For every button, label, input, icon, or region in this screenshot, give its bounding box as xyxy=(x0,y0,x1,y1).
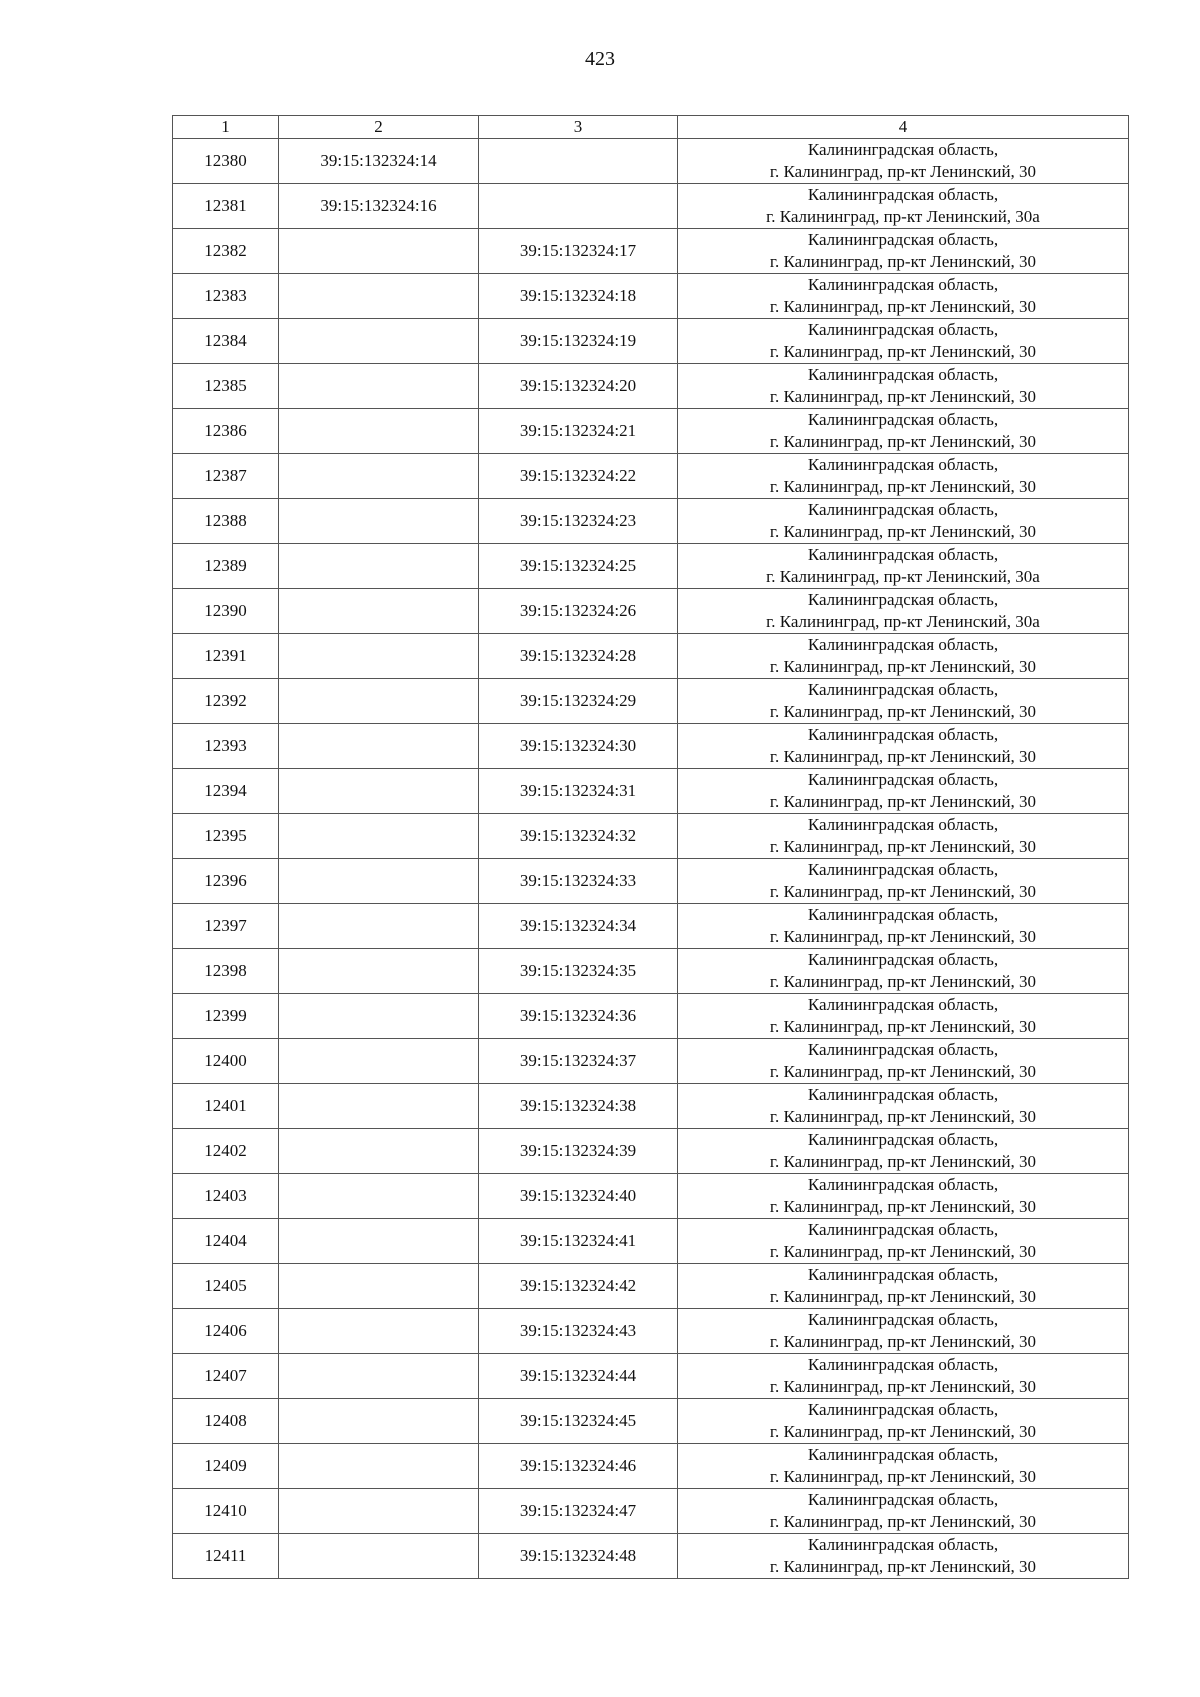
row-number-cell: 12387 xyxy=(173,454,279,499)
address-cell xyxy=(678,229,1129,274)
cadastral-number-cell: 39:15:132324:18 xyxy=(479,274,678,319)
address-region: Калининградская область, xyxy=(807,860,999,879)
table-row xyxy=(173,1444,1129,1489)
table-row xyxy=(173,274,1129,319)
cadastral-number-cell: 39:15:132324:36 xyxy=(479,994,678,1039)
cadastral-number-cell: 39:15:132324:26 xyxy=(479,589,678,634)
address-region: Калининградская область, xyxy=(807,455,999,474)
cadastral-number-cell: 39:15:132324:19 xyxy=(479,319,678,364)
address-cell xyxy=(678,1309,1129,1354)
address-region: Калининградская область, xyxy=(807,275,999,294)
row-number-cell: 12381 xyxy=(173,184,279,229)
cadastral-number-cell xyxy=(279,859,479,904)
cadastral-number-cell: 39:15:132324:22 xyxy=(479,454,678,499)
cadastral-number-cell: 39:15:132324:31 xyxy=(479,769,678,814)
row-number-cell: 12404 xyxy=(173,1219,279,1264)
cadastral-number-cell: 39:15:132324:41 xyxy=(479,1219,678,1264)
table-row xyxy=(173,1354,1129,1399)
address-street: г. Калининград, пр-кт Ленинский, 30 xyxy=(769,297,1037,316)
row-number-cell: 12400 xyxy=(173,1039,279,1084)
address-street: г. Калининград, пр-кт Ленинский, 30 xyxy=(769,747,1037,766)
address-cell xyxy=(678,1399,1129,1444)
address-cell xyxy=(678,1129,1129,1174)
address-region: Калининградская область, xyxy=(807,770,999,789)
table-row xyxy=(173,634,1129,679)
table-body xyxy=(173,139,1129,1579)
cadastral-number-cell: 39:15:132324:29 xyxy=(479,679,678,724)
address-region: Калининградская область, xyxy=(807,680,999,699)
cadastral-number-cell: 39:15:132324:34 xyxy=(479,904,678,949)
address-street: г. Калининград, пр-кт Ленинский, 30 xyxy=(769,1287,1037,1306)
address-street: г. Калининград, пр-кт Ленинский, 30 xyxy=(769,1242,1037,1261)
address-cell xyxy=(678,319,1129,364)
cadastral-number-cell xyxy=(279,1309,479,1354)
cadastral-number-cell xyxy=(279,1264,479,1309)
address-street: г. Калининград, пр-кт Ленинский, 30 xyxy=(769,1017,1037,1036)
table-row xyxy=(173,859,1129,904)
row-number-cell: 12407 xyxy=(173,1354,279,1399)
address-cell xyxy=(678,1039,1129,1084)
cadastral-number-cell xyxy=(279,454,479,499)
cadastral-number-cell: 39:15:132324:21 xyxy=(479,409,678,454)
cadastral-number-cell xyxy=(279,229,479,274)
address-region: Калининградская область, xyxy=(807,815,999,834)
cadastral-number-cell xyxy=(279,904,479,949)
table-row xyxy=(173,1534,1129,1579)
address-cell xyxy=(678,859,1129,904)
address-cell xyxy=(678,724,1129,769)
row-number-cell: 12397 xyxy=(173,904,279,949)
row-number-cell: 12383 xyxy=(173,274,279,319)
address-cell xyxy=(678,904,1129,949)
cadastral-number-cell: 39:15:132324:16 xyxy=(279,184,479,229)
address-cell xyxy=(678,184,1129,229)
address-region: Калининградская область, xyxy=(807,1085,999,1104)
address-cell xyxy=(678,769,1129,814)
address-cell xyxy=(678,544,1129,589)
table-row xyxy=(173,904,1129,949)
address-street: г. Калининград, пр-кт Ленинский, 30 xyxy=(769,522,1037,541)
row-number-cell: 12388 xyxy=(173,499,279,544)
address-street: г. Калининград, пр-кт Ленинский, 30а xyxy=(766,612,1040,631)
cadastral-number-cell xyxy=(279,1129,479,1174)
cadastral-number-cell xyxy=(279,589,479,634)
cadastral-number-cell xyxy=(479,184,678,229)
cadastral-number-cell xyxy=(279,634,479,679)
address-region: Калининградская область, xyxy=(807,320,999,339)
cadastral-number-cell: 39:15:132324:20 xyxy=(479,364,678,409)
cadastral-number-cell xyxy=(279,409,479,454)
cadastral-number-cell: 39:15:132324:17 xyxy=(479,229,678,274)
address-cell xyxy=(678,994,1129,1039)
table-header-row xyxy=(173,116,1129,139)
cadastral-number-cell: 39:15:132324:37 xyxy=(479,1039,678,1084)
row-number-cell: 12410 xyxy=(173,1489,279,1534)
table-row xyxy=(173,229,1129,274)
address-cell xyxy=(678,1264,1129,1309)
row-number-cell: 12392 xyxy=(173,679,279,724)
address-region: Калининградская область, xyxy=(807,1040,999,1059)
address-region: Калининградская область, xyxy=(807,950,999,969)
address-cell xyxy=(678,589,1129,634)
address-street: г. Калининград, пр-кт Ленинский, 30 xyxy=(769,1332,1037,1351)
address-street: г. Калининград, пр-кт Ленинский, 30 xyxy=(769,1422,1037,1441)
cadastral-number-cell xyxy=(279,1399,479,1444)
address-street: г. Калининград, пр-кт Ленинский, 30 xyxy=(769,162,1037,181)
address-region: Калининградская область, xyxy=(807,1265,999,1284)
table-row xyxy=(173,769,1129,814)
address-street: г. Калининград, пр-кт Ленинский, 30 xyxy=(769,1377,1037,1396)
address-region: Калининградская область, xyxy=(807,1355,999,1374)
row-number-cell: 12382 xyxy=(173,229,279,274)
row-number-cell: 12396 xyxy=(173,859,279,904)
row-number-cell: 12384 xyxy=(173,319,279,364)
cadastral-number-cell: 39:15:132324:43 xyxy=(479,1309,678,1354)
cadastral-number-cell xyxy=(279,274,479,319)
address-cell xyxy=(678,1444,1129,1489)
address-cell xyxy=(678,949,1129,994)
cadastral-number-cell: 39:15:132324:44 xyxy=(479,1354,678,1399)
address-region: Калининградская область, xyxy=(807,365,999,384)
address-street: г. Калининград, пр-кт Ленинский, 30 xyxy=(769,882,1037,901)
address-street: г. Калининград, пр-кт Ленинский, 30 xyxy=(769,972,1037,991)
cadastral-number-cell: 39:15:132324:48 xyxy=(479,1534,678,1579)
registry-table xyxy=(172,115,1129,1579)
address-region: Калининградская область, xyxy=(807,185,999,204)
table-row xyxy=(173,364,1129,409)
address-cell xyxy=(678,139,1129,184)
row-number-cell: 12409 xyxy=(173,1444,279,1489)
cadastral-number-cell xyxy=(279,499,479,544)
address-region: Калининградская область, xyxy=(807,1130,999,1149)
cadastral-number-cell xyxy=(279,814,479,859)
table-row xyxy=(173,814,1129,859)
column-header-1: 1 xyxy=(173,116,279,139)
cadastral-number-cell: 39:15:132324:35 xyxy=(479,949,678,994)
address-street: г. Калининград, пр-кт Ленинский, 30 xyxy=(769,927,1037,946)
address-cell xyxy=(678,1534,1129,1579)
cadastral-number-cell: 39:15:132324:14 xyxy=(279,139,479,184)
table-row xyxy=(173,139,1129,184)
address-street: г. Калининград, пр-кт Ленинский, 30 xyxy=(769,1467,1037,1486)
address-cell xyxy=(678,499,1129,544)
address-street: г. Калининград, пр-кт Ленинский, 30 xyxy=(769,657,1037,676)
cadastral-number-cell: 39:15:132324:32 xyxy=(479,814,678,859)
row-number-cell: 12398 xyxy=(173,949,279,994)
address-region: Калининградская область, xyxy=(807,1400,999,1419)
row-number-cell: 12390 xyxy=(173,589,279,634)
address-region: Калининградская область, xyxy=(807,590,999,609)
address-street: г. Калининград, пр-кт Ленинский, 30 xyxy=(769,792,1037,811)
cadastral-number-cell xyxy=(279,769,479,814)
table-row xyxy=(173,994,1129,1039)
row-number-cell: 12391 xyxy=(173,634,279,679)
cadastral-number-cell: 39:15:132324:46 xyxy=(479,1444,678,1489)
table-row xyxy=(173,454,1129,499)
table-row xyxy=(173,1174,1129,1219)
address-street: г. Калининград, пр-кт Ленинский, 30 xyxy=(769,252,1037,271)
table-row xyxy=(173,409,1129,454)
row-number-cell: 12408 xyxy=(173,1399,279,1444)
address-region: Калининградская область, xyxy=(807,230,999,249)
cadastral-number-cell xyxy=(279,1174,479,1219)
row-number-cell: 12380 xyxy=(173,139,279,184)
address-region: Калининградская область, xyxy=(807,1490,999,1509)
address-region: Калининградская область, xyxy=(807,1535,999,1554)
address-cell xyxy=(678,634,1129,679)
row-number-cell: 12394 xyxy=(173,769,279,814)
address-cell xyxy=(678,409,1129,454)
table-row xyxy=(173,679,1129,724)
row-number-cell: 12402 xyxy=(173,1129,279,1174)
cadastral-number-cell xyxy=(479,139,678,184)
address-street: г. Калининград, пр-кт Ленинский, 30 xyxy=(769,432,1037,451)
cadastral-number-cell: 39:15:132324:28 xyxy=(479,634,678,679)
address-region: Калининградская область, xyxy=(807,1220,999,1239)
address-region: Калининградская область, xyxy=(807,410,999,429)
cadastral-number-cell xyxy=(279,544,479,589)
address-cell xyxy=(678,454,1129,499)
address-street: г. Калининград, пр-кт Ленинский, 30 xyxy=(769,1557,1037,1576)
column-header-4: 4 xyxy=(678,116,1129,139)
cadastral-number-cell xyxy=(279,994,479,1039)
row-number-cell: 12411 xyxy=(173,1534,279,1579)
cadastral-number-cell xyxy=(279,1534,479,1579)
address-cell xyxy=(678,1174,1129,1219)
address-street: г. Калининград, пр-кт Ленинский, 30 xyxy=(769,342,1037,361)
address-cell xyxy=(678,1084,1129,1129)
address-region: Калининградская область, xyxy=(807,500,999,519)
row-number-cell: 12403 xyxy=(173,1174,279,1219)
address-street: г. Калининград, пр-кт Ленинский, 30 xyxy=(769,477,1037,496)
table-row xyxy=(173,1399,1129,1444)
table-row xyxy=(173,499,1129,544)
row-number-cell: 12406 xyxy=(173,1309,279,1354)
cadastral-number-cell: 39:15:132324:33 xyxy=(479,859,678,904)
cadastral-number-cell xyxy=(279,949,479,994)
table-row xyxy=(173,184,1129,229)
cadastral-number-cell xyxy=(279,1489,479,1534)
cadastral-number-cell xyxy=(279,724,479,769)
row-number-cell: 12389 xyxy=(173,544,279,589)
table-row xyxy=(173,949,1129,994)
cadastral-number-cell: 39:15:132324:39 xyxy=(479,1129,678,1174)
table-row xyxy=(173,1309,1129,1354)
address-cell xyxy=(678,364,1129,409)
address-street: г. Калининград, пр-кт Ленинский, 30 xyxy=(769,1512,1037,1531)
address-region: Калининградская область, xyxy=(807,635,999,654)
address-region: Калининградская область, xyxy=(807,545,999,564)
table-row xyxy=(173,1264,1129,1309)
cadastral-number-cell: 39:15:132324:30 xyxy=(479,724,678,769)
cadastral-number-cell xyxy=(279,319,479,364)
row-number-cell: 12386 xyxy=(173,409,279,454)
table-row xyxy=(173,1084,1129,1129)
row-number-cell: 12405 xyxy=(173,1264,279,1309)
address-cell xyxy=(678,1219,1129,1264)
address-region: Калининградская область, xyxy=(807,725,999,744)
column-header-2: 2 xyxy=(279,116,479,139)
cadastral-number-cell xyxy=(279,1219,479,1264)
cadastral-number-cell xyxy=(279,1039,479,1084)
address-cell xyxy=(678,814,1129,859)
address-region: Калининградская область, xyxy=(807,995,999,1014)
cadastral-number-cell: 39:15:132324:38 xyxy=(479,1084,678,1129)
table-row xyxy=(173,1039,1129,1084)
address-region: Калининградская область, xyxy=(807,1175,999,1194)
address-street: г. Калининград, пр-кт Ленинский, 30 xyxy=(769,1197,1037,1216)
cadastral-number-cell: 39:15:132324:23 xyxy=(479,499,678,544)
address-cell xyxy=(678,1489,1129,1534)
table-row xyxy=(173,544,1129,589)
row-number-cell: 12399 xyxy=(173,994,279,1039)
cadastral-number-cell xyxy=(279,679,479,724)
table-row xyxy=(173,1219,1129,1264)
page-number: 423 xyxy=(585,48,615,70)
row-number-cell: 12385 xyxy=(173,364,279,409)
address-street: г. Калининград, пр-кт Ленинский, 30 xyxy=(769,702,1037,721)
column-header-3: 3 xyxy=(479,116,678,139)
address-street: г. Калининград, пр-кт Ленинский, 30 xyxy=(769,387,1037,406)
cadastral-number-cell xyxy=(279,1444,479,1489)
address-street: г. Калининград, пр-кт Ленинский, 30а xyxy=(766,207,1040,226)
cadastral-number-cell xyxy=(279,1084,479,1129)
cadastral-number-cell: 39:15:132324:40 xyxy=(479,1174,678,1219)
table-row xyxy=(173,319,1129,364)
cadastral-number-cell: 39:15:132324:47 xyxy=(479,1489,678,1534)
address-region: Калининградская область, xyxy=(807,140,999,159)
cadastral-number-cell xyxy=(279,1354,479,1399)
table-row xyxy=(173,589,1129,634)
row-number-cell: 12401 xyxy=(173,1084,279,1129)
address-cell xyxy=(678,1354,1129,1399)
table-row xyxy=(173,1129,1129,1174)
address-street: г. Калининград, пр-кт Ленинский, 30 xyxy=(769,1107,1037,1126)
table-row xyxy=(173,724,1129,769)
cadastral-number-cell: 39:15:132324:25 xyxy=(479,544,678,589)
cadastral-number-cell: 39:15:132324:45 xyxy=(479,1399,678,1444)
table-row xyxy=(173,1489,1129,1534)
address-street: г. Калининград, пр-кт Ленинский, 30 xyxy=(769,837,1037,856)
address-region: Калининградская область, xyxy=(807,1310,999,1329)
row-number-cell: 12395 xyxy=(173,814,279,859)
address-region: Калининградская область, xyxy=(807,905,999,924)
address-street: г. Калининград, пр-кт Ленинский, 30 xyxy=(769,1062,1037,1081)
address-cell xyxy=(678,679,1129,724)
cadastral-number-cell xyxy=(279,364,479,409)
cadastral-number-cell: 39:15:132324:42 xyxy=(479,1264,678,1309)
row-number-cell: 12393 xyxy=(173,724,279,769)
address-region: Калининградская область, xyxy=(807,1445,999,1464)
address-street: г. Калининград, пр-кт Ленинский, 30 xyxy=(769,1152,1037,1171)
address-street: г. Калининград, пр-кт Ленинский, 30а xyxy=(766,567,1040,586)
address-cell xyxy=(678,274,1129,319)
